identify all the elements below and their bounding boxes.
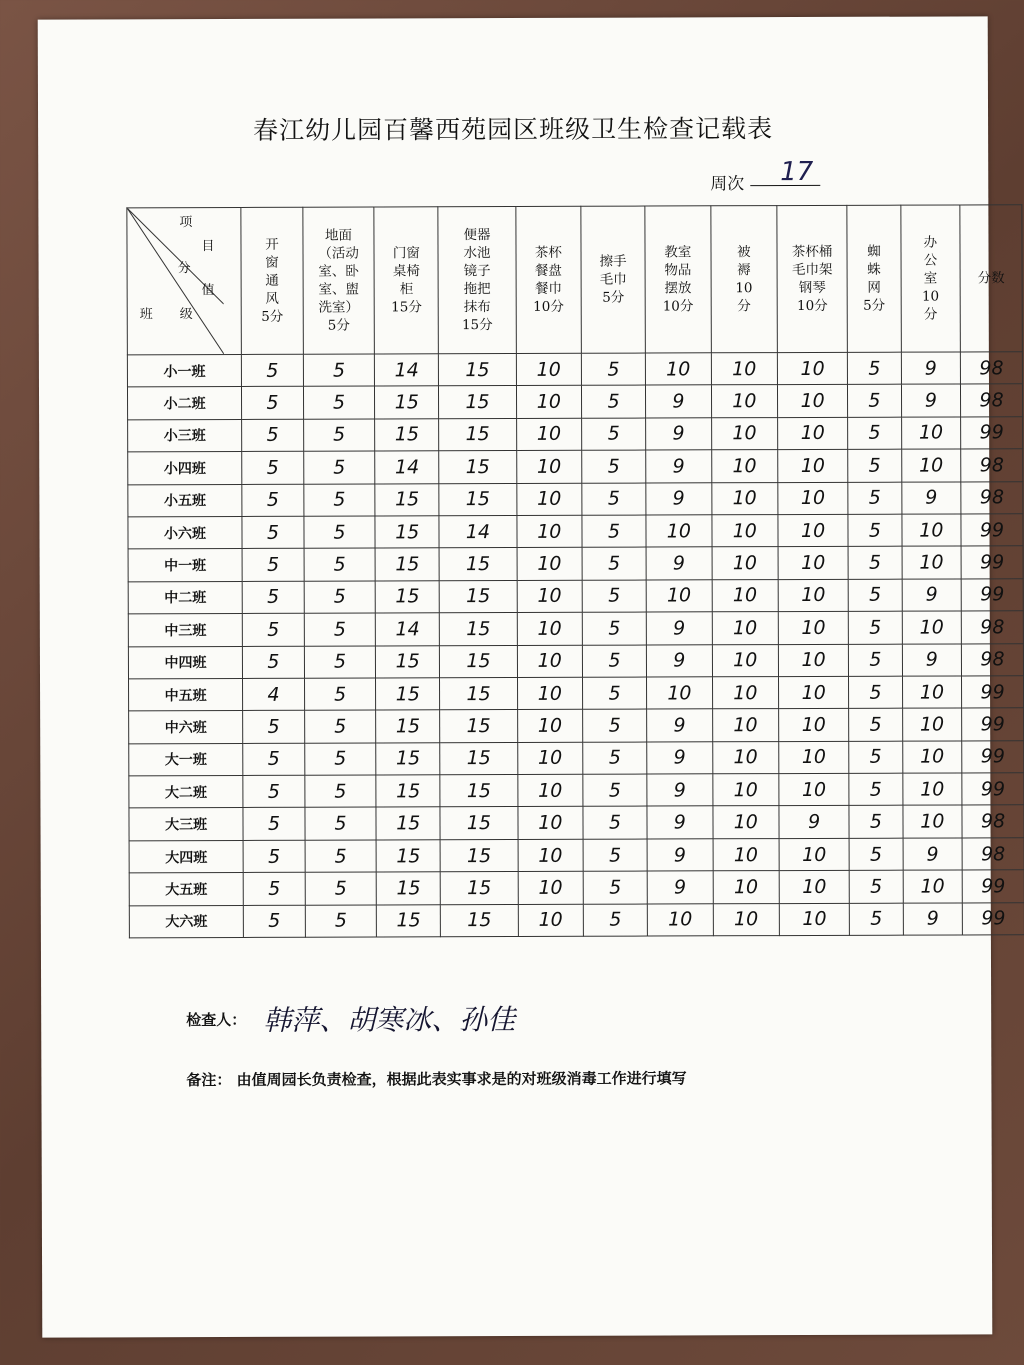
- table-row: [128, 643, 1023, 679]
- week-value: 17: [780, 156, 814, 188]
- score-cell: 5: [581, 385, 645, 418]
- score-cell: 10: [517, 515, 582, 548]
- score-cell: 5: [849, 708, 903, 741]
- score-cell: 5: [304, 484, 375, 517]
- class-name-cell: 中四班: [128, 646, 242, 679]
- score-cell: 10: [517, 742, 582, 775]
- total-score-cell: 99: [961, 578, 1023, 611]
- column-header: 分数: [960, 205, 1022, 352]
- class-name-cell: 中三班: [128, 614, 242, 647]
- class-name-cell: 小四班: [128, 452, 242, 485]
- score-cell: 9: [647, 774, 712, 807]
- score-cell: 5: [305, 775, 376, 808]
- table-row: [127, 352, 1022, 388]
- inspector-label: 检查人：: [186, 1010, 247, 1030]
- column-header: 办 公 室 10 分: [901, 205, 961, 352]
- score-cell: 15: [376, 645, 440, 678]
- score-cell: 5: [305, 743, 376, 776]
- table-row: [129, 676, 1024, 712]
- score-cell: 10: [516, 483, 581, 516]
- diag-label-fen: 分: [177, 261, 191, 277]
- class-name-cell: 小二班: [127, 387, 241, 420]
- score-cell: 5: [242, 549, 304, 582]
- score-cell: 10: [778, 547, 848, 580]
- score-cell: 10: [712, 547, 779, 580]
- score-cell: 10: [902, 676, 962, 709]
- table-row: [129, 805, 1024, 841]
- score-cell: 5: [582, 677, 646, 710]
- score-cell: 14: [375, 613, 439, 646]
- column-header: 擦手 毛巾 5分: [581, 206, 646, 353]
- column-header: 茶杯 餐盘 餐巾 10分: [515, 206, 581, 353]
- score-cell: 5: [304, 581, 375, 614]
- score-cell: 5: [848, 417, 902, 450]
- score-cell: 5: [582, 450, 646, 483]
- score-cell: 15: [440, 645, 517, 678]
- score-cell: 5: [582, 547, 646, 580]
- score-cell: 5: [583, 774, 647, 807]
- score-cell: 10: [712, 741, 779, 774]
- score-cell: 10: [778, 417, 848, 450]
- class-name-cell: 小三班: [128, 419, 242, 452]
- score-cell: 10: [516, 386, 581, 419]
- score-cell: 9: [647, 871, 712, 904]
- score-cell: 15: [440, 742, 517, 775]
- class-name-cell: 中二班: [128, 581, 242, 614]
- class-name-cell: 大五班: [129, 873, 243, 906]
- score-cell: 10: [712, 709, 779, 742]
- score-cell: 15: [439, 353, 516, 386]
- score-cell: 5: [582, 418, 646, 451]
- score-cell: 5: [304, 613, 375, 646]
- score-cell: 15: [441, 872, 518, 905]
- total-score-cell: 99: [962, 902, 1024, 935]
- score-cell: 10: [713, 871, 780, 904]
- score-cell: 5: [243, 743, 305, 776]
- score-cell: 5: [243, 905, 305, 938]
- score-cell: 14: [439, 515, 516, 548]
- score-cell: 5: [304, 548, 375, 581]
- score-cell: 15: [439, 548, 516, 581]
- total-score-cell: 98: [961, 643, 1023, 676]
- score-cell: 10: [711, 515, 778, 548]
- score-cell: 10: [646, 580, 711, 613]
- score-cell: 9: [779, 806, 849, 839]
- score-cell: 15: [376, 807, 440, 840]
- table-row: [128, 611, 1023, 647]
- score-cell: 9: [903, 903, 963, 936]
- score-cell: 5: [582, 483, 646, 516]
- score-cell: 15: [440, 775, 517, 808]
- score-cell: 10: [712, 774, 779, 807]
- score-cell: 5: [305, 905, 376, 938]
- score-cell: 15: [376, 872, 440, 905]
- column-header: 蜘 蛛 网 5分: [847, 205, 901, 352]
- table-row: [129, 838, 1024, 874]
- score-cell: 9: [646, 418, 711, 451]
- score-cell: 5: [242, 451, 304, 484]
- page-title: 春江幼儿园百馨西苑园区班级卫生检查记载表: [253, 114, 774, 145]
- score-cell: 5: [849, 676, 903, 709]
- score-cell: 5: [849, 806, 903, 839]
- total-score-cell: 98: [961, 449, 1023, 482]
- score-cell: 9: [647, 709, 712, 742]
- score-cell: 5: [305, 710, 376, 743]
- score-cell: 15: [439, 418, 516, 451]
- score-cell: 9: [903, 838, 963, 871]
- score-cell: 10: [516, 353, 581, 386]
- total-score-cell: 98: [962, 838, 1024, 871]
- score-cell: 15: [440, 677, 517, 710]
- score-cell: 9: [902, 579, 962, 612]
- table-body: [127, 352, 1024, 938]
- score-cell: 5: [849, 838, 903, 871]
- diag-label-zhi: 值: [201, 283, 215, 299]
- header-row: [127, 205, 1023, 355]
- total-score-cell: 98: [961, 384, 1023, 417]
- score-cell: 10: [779, 676, 849, 709]
- score-cell: 5: [849, 773, 903, 806]
- score-cell: 4: [243, 678, 305, 711]
- total-score-cell: 99: [962, 708, 1024, 741]
- total-score-cell: 99: [961, 514, 1023, 547]
- score-cell: 5: [583, 904, 647, 937]
- score-cell: 10: [713, 838, 780, 871]
- score-cell: 10: [646, 515, 711, 548]
- score-cell: 10: [711, 450, 778, 483]
- column-header: 教室 物品 摆放 10分: [645, 206, 711, 353]
- score-cell: 10: [711, 353, 778, 386]
- score-cell: 9: [646, 450, 711, 483]
- score-cell: 5: [305, 807, 376, 840]
- score-cell: 15: [375, 419, 439, 452]
- total-score-cell: 99: [962, 870, 1024, 903]
- score-cell: 5: [243, 840, 305, 873]
- score-cell: 10: [779, 773, 849, 806]
- score-cell: 10: [712, 579, 779, 612]
- table-row: [128, 578, 1023, 614]
- score-cell: 5: [242, 646, 304, 679]
- score-cell: 10: [518, 904, 583, 937]
- score-cell: 5: [243, 711, 305, 744]
- class-name-cell: 大六班: [129, 905, 243, 938]
- score-cell: 10: [903, 870, 963, 903]
- table-row: [129, 740, 1024, 776]
- score-cell: 10: [779, 903, 849, 936]
- score-cell: 5: [583, 742, 647, 775]
- score-cell: 15: [439, 483, 516, 516]
- score-cell: 5: [242, 387, 304, 420]
- class-name-cell: 小五班: [128, 484, 242, 517]
- score-cell: 10: [778, 579, 848, 612]
- class-name-cell: 小六班: [128, 516, 242, 549]
- score-cell: 15: [375, 483, 439, 516]
- score-cell: 9: [647, 839, 712, 872]
- score-cell: 15: [441, 904, 518, 937]
- score-cell: 10: [712, 806, 779, 839]
- score-cell: 10: [903, 805, 963, 838]
- score-cell: 5: [304, 516, 375, 549]
- score-cell: 10: [779, 709, 849, 742]
- score-cell: 10: [778, 611, 848, 644]
- column-header: 地面 （活动 室、卧 室、盥 洗室） 5分: [303, 207, 375, 354]
- score-cell: 10: [517, 774, 582, 807]
- score-cell: 9: [901, 384, 961, 417]
- week-label: 周次: [710, 174, 745, 195]
- table-row: [128, 417, 1023, 453]
- score-cell: 9: [647, 806, 712, 839]
- score-cell: 15: [376, 775, 440, 808]
- score-cell: 5: [849, 644, 903, 677]
- score-cell: 5: [304, 646, 375, 679]
- score-cell: 10: [901, 449, 961, 482]
- remarks-note: 备注： 由值周园长负责检查，根据此表实事求是的对班级消毒工作进行填写: [186, 1069, 687, 1090]
- column-header: 门窗 桌椅 柜 15分: [374, 207, 439, 354]
- score-cell: 5: [582, 645, 646, 678]
- score-cell: 5: [581, 353, 645, 386]
- score-cell: 10: [518, 807, 583, 840]
- score-cell: 10: [902, 741, 962, 774]
- score-cell: 10: [777, 352, 847, 385]
- score-cell: 10: [902, 611, 962, 644]
- class-name-cell: 小一班: [127, 354, 241, 387]
- table-row: [129, 773, 1024, 809]
- score-cell: 10: [902, 514, 962, 547]
- score-cell: 5: [243, 872, 305, 905]
- score-cell: 15: [376, 840, 440, 873]
- diag-label-ban: 班: [139, 307, 153, 323]
- total-score-cell: 98: [960, 352, 1022, 385]
- score-cell: 10: [779, 741, 849, 774]
- score-cell: 5: [849, 903, 903, 936]
- score-cell: 15: [375, 386, 439, 419]
- score-cell: 10: [647, 677, 712, 710]
- score-cell: 10: [903, 773, 963, 806]
- score-cell: 15: [439, 451, 516, 484]
- score-cell: 5: [848, 482, 902, 515]
- score-cell: 5: [242, 613, 304, 646]
- class-name-cell: 大二班: [129, 776, 243, 809]
- score-cell: 5: [304, 678, 375, 711]
- score-cell: 10: [902, 708, 962, 741]
- table-row: [129, 870, 1024, 906]
- score-cell: 10: [518, 839, 583, 872]
- score-cell: 10: [517, 677, 582, 710]
- score-cell: 14: [375, 451, 439, 484]
- score-cell: 5: [582, 515, 646, 548]
- score-cell: 10: [902, 546, 962, 579]
- score-cell: 5: [848, 514, 902, 547]
- total-score-cell: 98: [962, 805, 1024, 838]
- score-cell: 10: [516, 418, 581, 451]
- score-cell: 5: [582, 612, 646, 645]
- score-cell: 5: [243, 808, 305, 841]
- diag-label-ji: 级: [179, 307, 193, 323]
- score-cell: 10: [778, 385, 848, 418]
- score-cell: 15: [440, 580, 517, 613]
- score-cell: 15: [376, 742, 440, 775]
- score-cell: 5: [242, 516, 304, 549]
- class-name-cell: 大一班: [129, 743, 243, 776]
- table-row: [128, 546, 1023, 582]
- score-cell: 5: [303, 386, 374, 419]
- column-header: 被 褥 10 分: [710, 206, 777, 353]
- score-cell: 10: [778, 450, 848, 483]
- score-cell: 5: [303, 354, 374, 387]
- score-cell: 10: [713, 903, 780, 936]
- score-cell: 15: [375, 580, 439, 613]
- score-cell: 5: [241, 354, 303, 387]
- score-cell: 15: [439, 386, 516, 419]
- score-cell: 9: [646, 612, 711, 645]
- score-cell: 10: [647, 903, 712, 936]
- score-cell: 10: [646, 353, 711, 386]
- score-cell: 5: [848, 546, 902, 579]
- score-cell: 10: [712, 644, 779, 677]
- score-cell: 9: [901, 352, 961, 385]
- score-cell: 10: [711, 417, 778, 450]
- score-cell: 10: [516, 450, 581, 483]
- score-cell: 9: [902, 643, 962, 676]
- total-score-cell: 98: [961, 481, 1023, 514]
- score-cell: 10: [711, 385, 778, 418]
- paper-sheet: [38, 16, 1006, 1337]
- score-cell: 5: [305, 872, 376, 905]
- table-row: [128, 449, 1023, 485]
- total-score-cell: 99: [962, 773, 1024, 806]
- score-cell: 5: [848, 579, 902, 612]
- diag-label-mu: 目: [201, 239, 215, 255]
- column-header: 便器 水池 镜子 拖把 抹布 15分: [438, 206, 516, 353]
- score-cell: 5: [243, 775, 305, 808]
- score-cell: 10: [778, 482, 848, 515]
- score-cell: 9: [646, 385, 711, 418]
- score-cell: 10: [779, 871, 849, 904]
- class-name-cell: 中五班: [129, 678, 243, 711]
- column-header: 茶杯桶 毛巾架 钢琴 10分: [777, 205, 848, 352]
- score-cell: 5: [583, 807, 647, 840]
- class-name-cell: 中一班: [128, 549, 242, 582]
- score-cell: 9: [646, 482, 711, 515]
- column-header: 开 窗 通 风 5分: [241, 207, 303, 354]
- score-cell: 9: [647, 644, 712, 677]
- score-cell: 10: [778, 514, 848, 547]
- score-cell: 5: [848, 352, 902, 385]
- score-cell: 14: [375, 354, 439, 387]
- table-row: [129, 708, 1024, 744]
- diagonal-header-cell: [127, 207, 242, 354]
- score-cell: 9: [647, 741, 712, 774]
- score-cell: 5: [848, 385, 902, 418]
- score-cell: 15: [376, 710, 440, 743]
- table-row: [129, 902, 1024, 938]
- score-cell: 5: [849, 741, 903, 774]
- score-cell: 15: [440, 807, 517, 840]
- score-cell: 5: [305, 840, 376, 873]
- score-cell: 5: [242, 581, 304, 614]
- score-cell: 10: [517, 612, 582, 645]
- score-cell: 15: [375, 548, 439, 581]
- class-name-cell: 大三班: [129, 808, 243, 841]
- score-cell: 10: [517, 710, 582, 743]
- score-cell: 5: [583, 871, 647, 904]
- table-row: [128, 481, 1023, 517]
- class-name-cell: 中六班: [129, 711, 243, 744]
- total-score-cell: 99: [962, 676, 1024, 709]
- score-cell: 5: [583, 709, 647, 742]
- score-cell: 9: [646, 547, 711, 580]
- score-cell: 5: [848, 611, 902, 644]
- score-cell: 15: [376, 678, 440, 711]
- score-cell: 15: [440, 710, 517, 743]
- score-cell: 10: [517, 580, 582, 613]
- score-cell: 5: [582, 580, 646, 613]
- score-cell: 9: [901, 482, 961, 515]
- score-cell: 15: [440, 839, 517, 872]
- score-cell: 10: [711, 482, 778, 515]
- total-score-cell: 99: [962, 740, 1024, 773]
- score-cell: 10: [712, 676, 779, 709]
- class-name-cell: 大四班: [129, 840, 243, 873]
- score-cell: 5: [849, 870, 903, 903]
- inspector-signatures: 韩萍、胡寒冰、孙佳: [263, 1003, 516, 1037]
- diag-label-item: 项: [179, 215, 193, 231]
- score-cell: 5: [304, 451, 375, 484]
- table-row: [127, 384, 1022, 420]
- score-cell: 5: [303, 419, 374, 452]
- score-cell: 10: [901, 417, 961, 450]
- score-cell: 15: [440, 613, 517, 646]
- total-score-cell: 98: [961, 611, 1023, 644]
- score-cell: 15: [375, 516, 439, 549]
- score-cell: 5: [242, 484, 304, 517]
- score-cell: 10: [712, 612, 779, 645]
- table-row: [128, 514, 1023, 550]
- score-cell: 5: [583, 839, 647, 872]
- score-cell: 10: [778, 644, 848, 677]
- score-cell: 10: [518, 872, 583, 905]
- score-cell: 10: [517, 645, 582, 678]
- score-cell: 10: [779, 838, 849, 871]
- score-cell: 5: [848, 449, 902, 482]
- score-cell: 5: [242, 419, 304, 452]
- total-score-cell: 99: [961, 546, 1023, 579]
- score-cell: 10: [517, 548, 582, 581]
- inspection-table: [126, 204, 1024, 938]
- score-cell: 15: [376, 904, 440, 937]
- total-score-cell: 99: [961, 417, 1023, 450]
